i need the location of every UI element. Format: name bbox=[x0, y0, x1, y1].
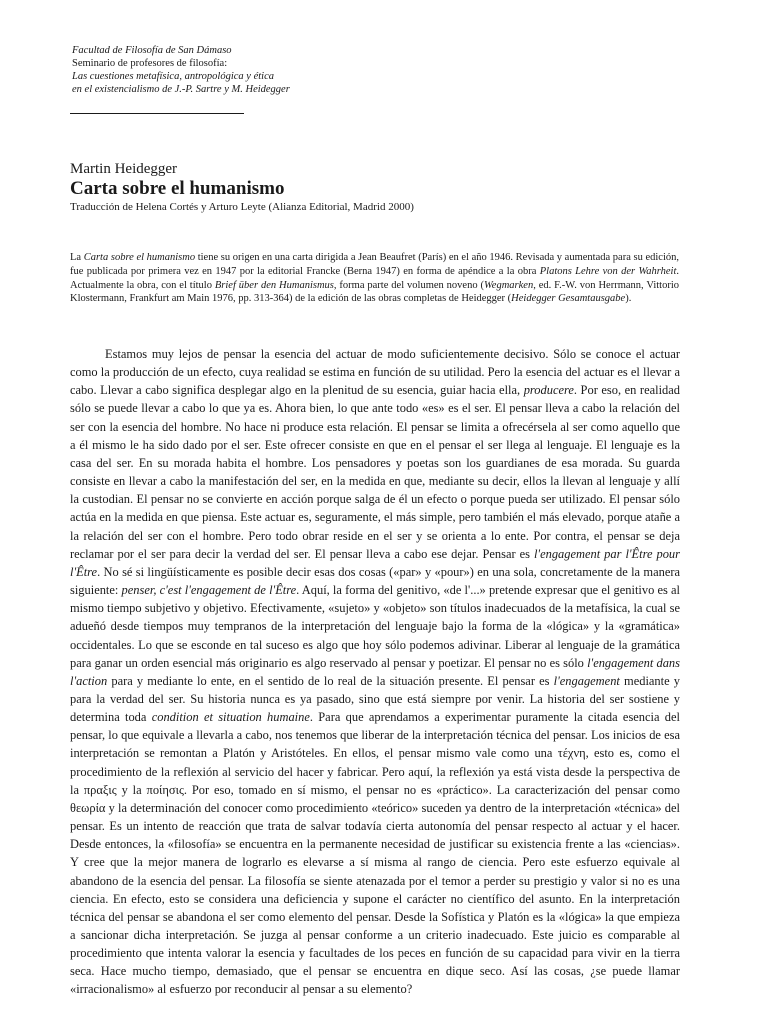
intro-note bbox=[70, 251, 679, 306]
body-text: . Aquí, la forma del genitivo, «de l'...» pretende expresar que el genitivo es al mismo tiempo subjetivo y objetivo. Efectivamente, «sujeto» y «objeto» son títulos inadecuados de la metafísica, la cual se adueñó desde tiempos muy tempranos de la interpretación del lenguaje bajo la forma de la «lógica» y la «gramática» occidentales. Lo que se esconde en tal suceso es algo que hoy sólo podemos adivinar. Liberar al lenguaje de la gramática para ganar un orden esencial más originario es algo reservado al pensar y poetizar. El pensar no es sólo bbox=[70, 583, 680, 670]
header-line: Seminario de profesores de filosofía: bbox=[72, 58, 228, 69]
body-emphasis: l'engagement bbox=[553, 673, 620, 688]
body-text: Estamos muy lejos de pensar la esencia del actuar de modo suficientemente decisivo. Sólo se conoce el actuar como la producción de un efecto, cuya realidad se estima en función de su utilidad. Pero la esencia del actuar es el llevar a cabo. Llevar a cabo significa desplegar algo en la plenitud de su esencia, guiar hacia ella, bbox=[70, 347, 680, 398]
body-text: mediante y para la verdad del ser. Su historia nunca es ya pasado, sino que está siempre por venir. La historia del ser sostiene y determina toda bbox=[70, 673, 680, 725]
body-emphasis: condition et situation humaine bbox=[151, 710, 310, 725]
body-emphasis: penser, c'est l'engagement de l'Être bbox=[121, 583, 297, 598]
document-title: Carta sobre el humanismo bbox=[70, 178, 285, 199]
intro-text: , forma parte del volumen noveno ( bbox=[333, 279, 485, 291]
body-paragraph bbox=[70, 345, 680, 999]
body-text: . Por eso, en realidad sólo se puede llevar a cabo lo que ya es. Ahora bien, lo que ante todo «es» es el ser. El pensar lleva a cabo la relación del ser con la esencia del hombre. No hace ni produce esta relación. El pensar se limita a ofrecérsela al ser como aquello que a él mismo le ha sido dado por el ser. Este ofrecer consiste en que en el pensar el ser llega al lenguaje. El lenguaje es la casa del ser. En su morada habita el hombre. Los pensadores y poetas son los guardianes de esa morada. Su guarda consiste en llevar a cabo la manifestación del ser, en la medida en que, mediante su decir, ellos la llevan al lenguaje y allí la custodian. El pensar no se convierte en acción porque salga de él un efecto o porque pueda ser utilizado. El pensar sólo actúa en la medida en que piensa. Este actuar es, seguramente, el más simple, pero también el más elevado, porque atañe a la relación del ser con el hombre. Pero todo obrar reside en el ser y se orienta a lo ente. Por contra, el pensar se deja reclamar por el ser para decir la verdad del ser. El pensar lleva a cabo ese dejar. Pensar es bbox=[70, 383, 680, 561]
header-divider bbox=[70, 113, 244, 114]
intro-emphasis: Brief über den Humanismus bbox=[214, 279, 334, 291]
body-text: para y mediante lo ente, en el sentido de lo real de la situación presente. El pensar es bbox=[107, 673, 554, 688]
intro-emphasis: Platons Lehre von der Wahrheit bbox=[539, 265, 677, 277]
body-emphasis: l'engagement par l'Être pour l'Être bbox=[70, 546, 680, 579]
body-text: . No sé si lingüísticamente es posible decir esas dos cosas («par» y «pour») en una sola, concretamente de la manera siguiente: bbox=[70, 564, 680, 598]
intro-text: . Actualmente la obra, con el título bbox=[70, 265, 679, 291]
translation-credit: Traducción de Helena Cortés y Arturo Leyte (Alianza Editorial, Madrid 2000) bbox=[70, 201, 414, 213]
intro-emphasis: Heidegger Gesamtausgabe bbox=[511, 293, 626, 305]
header-line: en el existencialismo de J.-P. Sartre y M. Heidegger bbox=[72, 84, 290, 95]
intro-emphasis: Carta sobre el humanismo bbox=[83, 252, 196, 263]
body-text: . Para que aprendamos a experimentar puramente la citada esencia del pensar, lo que equivale a llevarla a cabo, nos tenemos que liberar de la interpretación técnica del pensar. Los inicios de esa interpretación se remontan a Platón y Aristóteles. En ellos, el pensar mismo vale como una τέχνη, esto es, como el procedimiento de la reflexión al servicio del hacer y fabricar. Pero aquí, la reflexión ya está vista desde la perspectiva de la πραξις y la ποίησις. Por eso, tomado en sí mismo, el pensar no es «práctico». La caracterización del pensar como θεωρία y la determinación del conocer como procedimiento «teórico» suceden ya dentro de la interpretación «técnica» del pensar. Es un intento de reacción que trata de salvar todavía cierta autonomía del pensar respecto al actuar y el hacer. Desde entonces, la «filosofía» se encuentra en la permanente necesidad de justificar su existencia frente a las «ciencias». Y cree que la mejor manera de lograrlo es elevarse a sí misma al rango de ciencia. Pero este esfuerzo equivale al abandono de la esencia del pensar. La filosofía se siente atenazada por el temor a perder su prestigio y valor si no es una ciencia. En efecto, esto se considera una deficiencia y supone el carácter no científico del asunto. En la interpretación técnica del pensar se abandona el ser como elemento del pensar. Desde la Sofística y Platón es la «lógica» la que empieza a sancionar dicha interpretación. Se juzga al pensar conforme a un criterio inadecuado. Este juicio es comparable al procedimiento que intenta valorar la esencia y facultades de los peces en función de su capacidad para vivir en la tierra seca. Hace mucho tiempo, demasiado, que el pensar se encuentra en dique seco. Así las cosas, ¿se puede llamar «irracionalismo» al esfuerzo por reconducir al pensar a su elemento? bbox=[70, 710, 680, 997]
intro-text: La bbox=[70, 252, 84, 263]
header-line: Facultad de Filosofía de San Dámaso bbox=[72, 45, 232, 56]
intro-text: , ed. F.-W. von Herrmann, Vittorio Klostermann, Frankfurt am Main 1976, pp. 313-364) de la edición de las obras completas de Heidegger ( bbox=[70, 279, 679, 305]
institution-header bbox=[72, 44, 472, 96]
intro-emphasis: Wegmarken bbox=[484, 279, 534, 291]
header-line: Las cuestiones metafísica, antropológica y ética bbox=[72, 71, 274, 82]
author-name: Martin Heidegger bbox=[70, 161, 178, 177]
body-emphasis: l'engagement dans l'action bbox=[70, 655, 680, 688]
body-emphasis: producere bbox=[523, 383, 574, 398]
intro-text: tiene su origen en una carta dirigida a Jean Beaufret (París) en el año 1946. Revisada y aumentada para su edición, fue publicada por primera vez en 1947 por la editorial Francke (Berna 1947) en forma de apéndice a la obra bbox=[70, 252, 679, 277]
intro-text: ). bbox=[625, 293, 632, 305]
